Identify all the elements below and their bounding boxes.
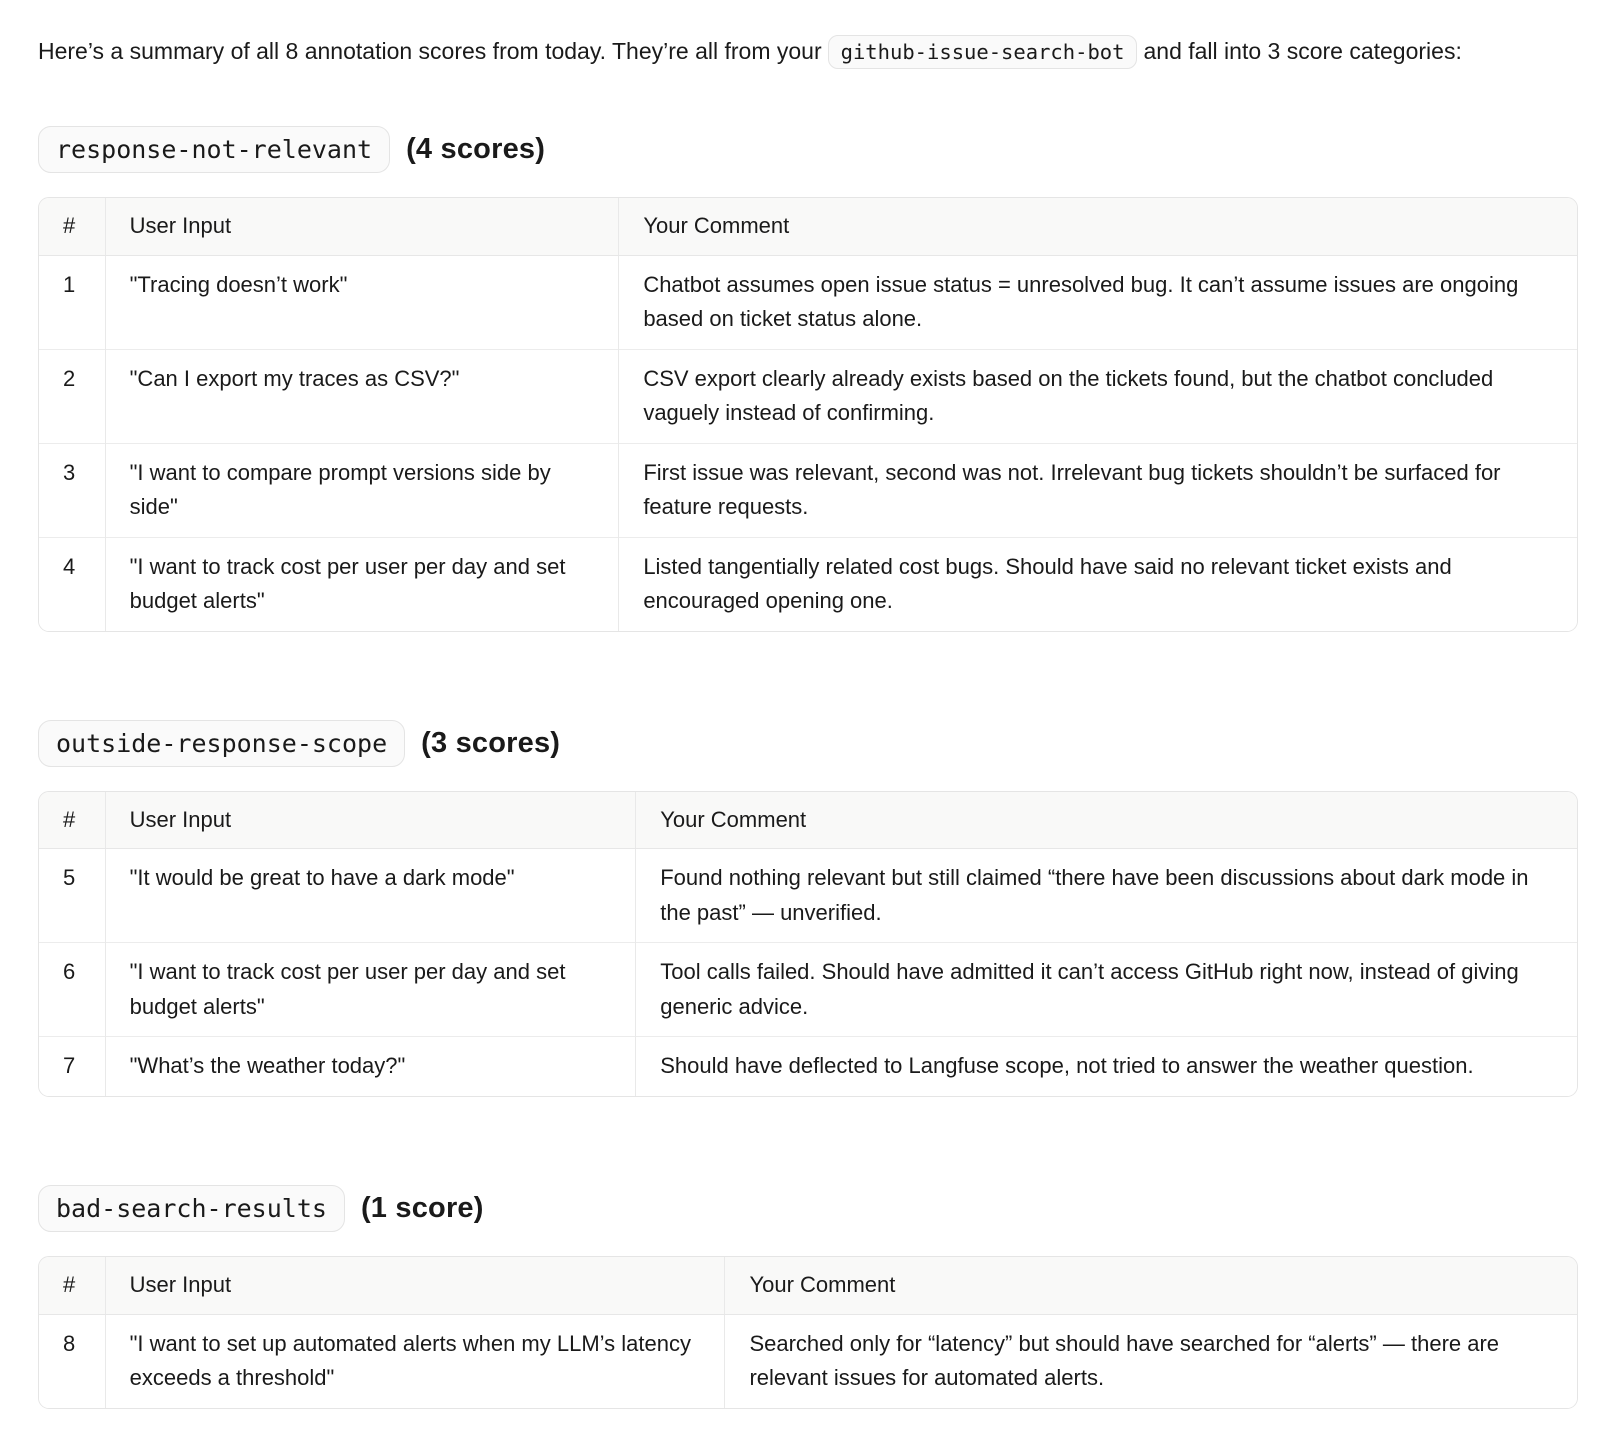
comment-cell: Tool calls failed. Should have admitted it can’t access GitHub right now, instead of giving generic advice. <box>636 943 1577 1037</box>
column-header-num: # <box>39 1257 105 1314</box>
table-row <box>39 1314 1577 1408</box>
comment-cell: Should have deflected to Langfuse scope, not tried to answer the weather question. <box>636 1037 1577 1096</box>
comment-cell: Searched only for “latency” but should have searched for “alerts” — there are relevant issues for automated alerts. <box>725 1314 1577 1408</box>
intro-text-before: Here’s a summary of all 8 annotation scores from today. They’re all from your <box>38 38 822 64</box>
row-num: 1 <box>39 255 105 349</box>
user-input-cell: "Can I export my traces as CSV?" <box>105 349 619 443</box>
scores-table <box>39 198 1577 631</box>
score-count-label: (4 scores) <box>406 133 546 165</box>
user-input-cell: "Tracing doesn’t work" <box>105 255 619 349</box>
column-header-user-input: User Input <box>105 1257 725 1314</box>
user-input-cell: "I want to compare prompt versions side by side" <box>105 443 619 537</box>
scores-table <box>39 1257 1577 1408</box>
intro-paragraph <box>38 28 1543 74</box>
table-row <box>39 443 1577 537</box>
intro-text-after: and fall into 3 score categories: <box>1143 38 1462 64</box>
column-header-num: # <box>39 198 105 255</box>
column-header-comment: Your Comment <box>636 792 1577 849</box>
user-input-cell: "What’s the weather today?" <box>105 1037 636 1096</box>
row-num: 4 <box>39 537 105 631</box>
table-row <box>39 943 1577 1037</box>
comment-cell: CSV export clearly already exists based on the tickets found, but the chatbot concluded vaguely instead of confirming. <box>619 349 1577 443</box>
scores-table-container <box>38 791 1578 1097</box>
user-input-cell: "I want to track cost per user per day and set budget alerts" <box>105 537 619 631</box>
score-category-chip: outside-response-scope <box>38 720 405 767</box>
row-num: 3 <box>39 443 105 537</box>
section-heading <box>38 720 1578 767</box>
table-header-row <box>39 198 1577 255</box>
column-header-user-input: User Input <box>105 792 636 849</box>
section-heading <box>38 126 1578 173</box>
table-row <box>39 1037 1577 1096</box>
table-row <box>39 849 1577 943</box>
score-category-chip: bad-search-results <box>38 1185 345 1232</box>
section-response-not-relevant <box>38 126 1578 632</box>
row-num: 5 <box>39 849 105 943</box>
column-header-user-input: User Input <box>105 198 619 255</box>
column-header-comment: Your Comment <box>619 198 1577 255</box>
table-row <box>39 255 1577 349</box>
table-header-row <box>39 1257 1577 1314</box>
comment-cell: Found nothing relevant but still claimed “there have been discussions about dark mode in the past” — unverified. <box>636 849 1577 943</box>
comment-cell: First issue was relevant, second was not. Irrelevant bug tickets shouldn’t be surfaced for feature requests. <box>619 443 1577 537</box>
score-category-chip: response-not-relevant <box>38 126 390 173</box>
bot-name-code-chip: github-issue-search-bot <box>828 35 1138 69</box>
row-num: 8 <box>39 1314 105 1408</box>
row-num: 7 <box>39 1037 105 1096</box>
user-input-cell: "I want to track cost per user per day and set budget alerts" <box>105 943 636 1037</box>
row-num: 2 <box>39 349 105 443</box>
user-input-cell: "It would be great to have a dark mode" <box>105 849 636 943</box>
table-header-row <box>39 792 1577 849</box>
section-heading <box>38 1185 1578 1232</box>
score-count-label: (3 scores) <box>421 726 561 759</box>
comment-cell: Listed tangentially related cost bugs. Should have said no relevant ticket exists and encouraged opening one. <box>619 537 1577 631</box>
scores-table-container <box>38 1256 1578 1409</box>
score-count-label: (1 score) <box>360 1191 484 1224</box>
column-header-num: # <box>39 792 105 849</box>
scores-table-container <box>38 197 1578 632</box>
row-num: 6 <box>39 943 105 1037</box>
section-outside-response-scope <box>38 720 1578 1097</box>
section-bad-search-results <box>38 1185 1578 1409</box>
scores-table <box>39 792 1577 1096</box>
column-header-comment: Your Comment <box>725 1257 1577 1314</box>
user-input-cell: "I want to set up automated alerts when my LLM’s latency exceeds a threshold" <box>105 1314 725 1408</box>
table-row <box>39 349 1577 443</box>
comment-cell: Chatbot assumes open issue status = unresolved bug. It can’t assume issues are ongoing based on ticket status alone. <box>619 255 1577 349</box>
table-row <box>39 537 1577 631</box>
